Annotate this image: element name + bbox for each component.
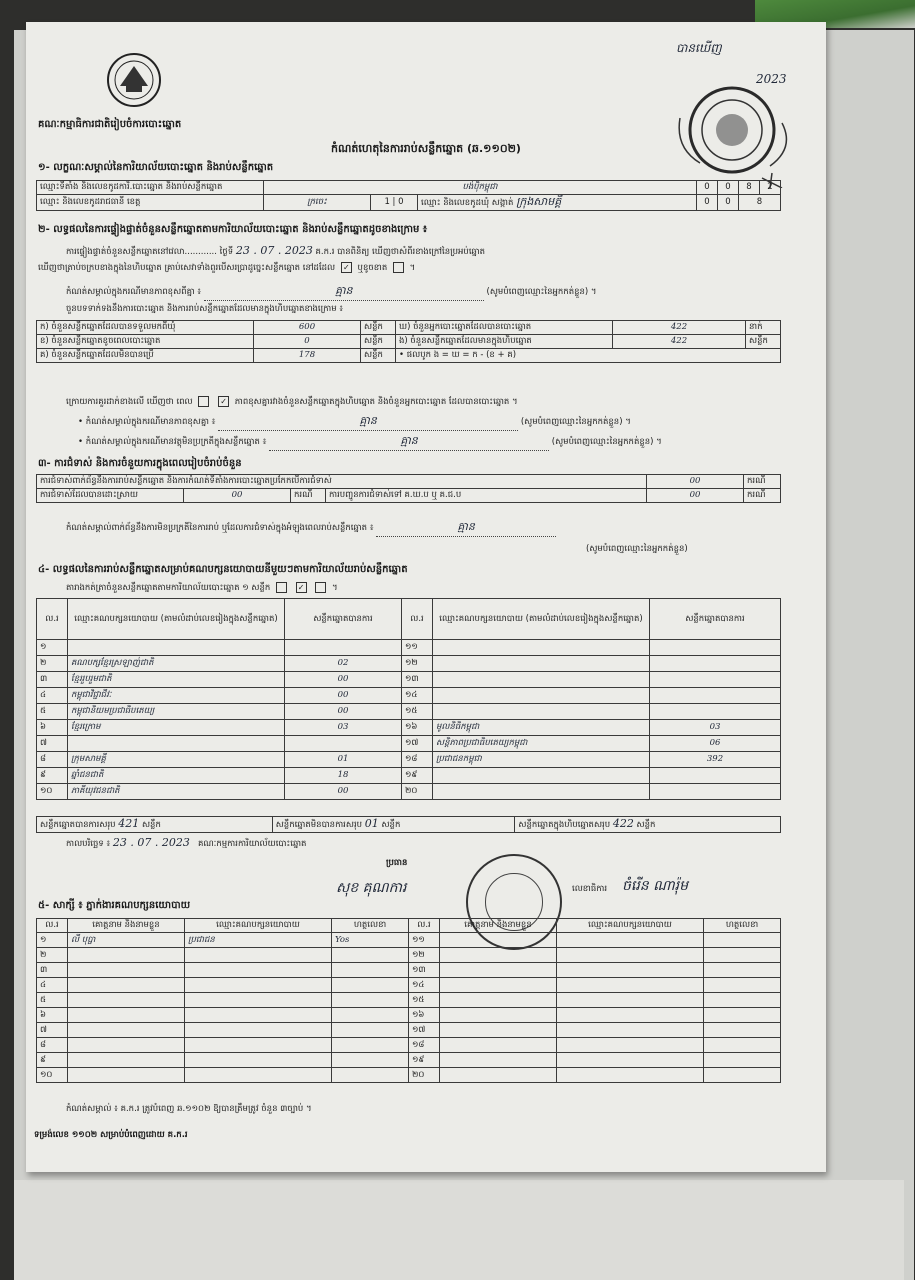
count-value: 600 xyxy=(254,321,361,335)
table-row xyxy=(37,321,781,335)
province-value: ក្រចេះ xyxy=(264,195,371,211)
party-votes: 02 xyxy=(285,656,402,672)
table-row xyxy=(37,1008,781,1023)
party-name xyxy=(433,640,650,656)
col-sign-header: ហត្ថលេខា xyxy=(332,919,409,933)
invalid-cell: សន្លឹកឆ្នោតមិនបានការសរុប 01 សន្លឹក xyxy=(272,817,515,833)
bullet1-value: គ្មាន xyxy=(218,414,518,431)
objection-value: 00 xyxy=(647,475,744,489)
party-name xyxy=(433,704,650,720)
objection-value: 00 xyxy=(184,489,291,503)
objection-table xyxy=(36,474,781,503)
col-party-header: ឈ្មោះគណបក្សនយោបាយ (តាមលំដាប់លេខរៀងក្នុងសន្លឹកឆ្នោត) xyxy=(433,599,650,640)
station-digit: 8 xyxy=(739,181,760,195)
party-votes: 01 xyxy=(285,752,402,768)
witness-party xyxy=(185,948,332,963)
party-no: ៩ xyxy=(37,768,68,784)
witness-name xyxy=(68,1068,185,1083)
table-row xyxy=(37,475,781,489)
commune-digit: 8 xyxy=(739,195,781,211)
col-party-header: ឈ្មោះគណបក្សនយោបាយ xyxy=(557,919,704,933)
witness-party xyxy=(557,1008,704,1023)
table-row xyxy=(37,1068,781,1083)
witness-signature xyxy=(704,1008,781,1023)
witness-no: ១៩ xyxy=(409,1053,440,1068)
witness-signature xyxy=(332,1038,409,1053)
party-no: ១ xyxy=(37,640,68,656)
party-no: ៣ xyxy=(37,672,68,688)
party-no: ១០ xyxy=(37,784,68,800)
date-line: កាលបរិច្ឆេទ ៖ 23 . 07 . 2023 គណៈកម្មការការិយាល័យបោះឆ្នោត xyxy=(66,836,307,849)
total-valid-value: 421 xyxy=(118,817,140,830)
party-votes xyxy=(285,736,402,752)
witness-party xyxy=(557,1053,704,1068)
party-no: ១៥ xyxy=(402,704,433,720)
witness-party xyxy=(557,1023,704,1038)
bullet1-line: • កំណត់សម្គាល់ក្នុងករណីមានភាពខុសគ្នា ៖ គ្មាន (សូមបំពេញឈ្មោះនៃអ្នកកត់ខ្លួន) ។ xyxy=(78,414,631,431)
party-no: ៨ xyxy=(37,752,68,768)
province-code: 1 | 0 xyxy=(371,195,418,211)
party-name: ភាគីយុវជនជាតិ xyxy=(68,784,285,800)
seal-check-line: ឃើញថាត្រាប់ចក្របខាងក្នុងនៃហិបឆ្នោត គ្រាប់សេវាទាំងពួរបើសរប្រាដូច្នេះសន្លឹកឆ្នោត នៅដដែល ✓ ឬខូចខាត ។ xyxy=(38,263,416,273)
witness-signature: Yos xyxy=(332,933,409,948)
party-no: ២ xyxy=(37,656,68,672)
party-no: ៦ xyxy=(37,720,68,736)
col-no-header: ល.រ xyxy=(37,919,68,933)
table-row xyxy=(37,752,781,768)
form-number-note: ទម្រង់លេខ ១១០២ សម្រាប់បំពេញដោយ គ.ក.រ xyxy=(34,1130,188,1140)
witness-no: ១៤ xyxy=(409,978,440,993)
party-name xyxy=(433,784,650,800)
station-label: ឈ្មោះទីតាំង និងលេខកូដការិ.បោះឆ្នោត និងរាប់សន្លឹកឆ្នោត xyxy=(37,181,264,195)
witness-no: ១៨ xyxy=(409,1038,440,1053)
witness-name xyxy=(440,1008,557,1023)
witness-signature xyxy=(332,993,409,1008)
formula-label: • ផលបូក ង = ឃ = ក - (ខ + គ) xyxy=(396,349,781,363)
table-row xyxy=(37,349,781,363)
witness-name xyxy=(440,963,557,978)
table-row xyxy=(37,817,781,833)
witness-no: ២០ xyxy=(409,1068,440,1083)
witness-name xyxy=(440,1068,557,1083)
witness-name xyxy=(68,1008,185,1023)
objection-label: ការបញ្ជូនការជំទាស់ទៅ គ.ឃ.ប ឬ គ.ជ.ប xyxy=(326,489,647,503)
witness-party xyxy=(557,963,704,978)
party-votes: 03 xyxy=(285,720,402,736)
section1-heading: ១- លក្ខណៈសម្គាល់នៃការិយាល័យបោះឆ្នោត និងរាប់សន្លឹកឆ្នោត xyxy=(38,162,274,173)
witness-name xyxy=(440,978,557,993)
total-in-box-value: 422 xyxy=(612,817,634,830)
table-row xyxy=(37,784,781,800)
witness-party xyxy=(185,1008,332,1023)
witness-party: ប្រជាជន xyxy=(185,933,332,948)
witness-name xyxy=(68,1038,185,1053)
col-name-header: គោត្តនាម និងនាមខ្លួន xyxy=(440,919,557,933)
party-votes xyxy=(650,672,781,688)
objection-unit: ករណី xyxy=(744,475,781,489)
witness-party xyxy=(557,993,704,1008)
party-name: ខ្មែររួបរួមជាតិ xyxy=(68,672,285,688)
witness-party xyxy=(185,1053,332,1068)
witness-signature xyxy=(704,1023,781,1038)
witness-signature xyxy=(704,978,781,993)
party-votes: 06 xyxy=(650,736,781,752)
party-name xyxy=(433,688,650,704)
witness-signature xyxy=(704,933,781,948)
commune-cell xyxy=(418,195,697,211)
party-name: មូលនិធិកម្ពុជា xyxy=(433,720,650,736)
col-party-header: ឈ្មោះគណបក្សនយោបាយ (តាមលំដាប់លេខរៀងក្នុងសន្លឹកឆ្នោត) xyxy=(68,599,285,640)
table-row xyxy=(37,640,781,656)
section4-heading: ៤- លទ្ធផលនៃការរាប់សន្លឹកឆ្នោតសម្រាប់គណបក្សនយោបាយនីមួយៗតាមការិយាល័យរាប់សន្លឹកឆ្នោត xyxy=(38,564,408,575)
witness-signature xyxy=(332,1068,409,1083)
party-no: ១៨ xyxy=(402,752,433,768)
party-name xyxy=(433,768,650,784)
witness-name xyxy=(68,948,185,963)
col-party-header: ឈ្មោះគណបក្សនយោបាយ xyxy=(185,919,332,933)
party-votes: 392 xyxy=(650,752,781,768)
section3-sign-note: (សូមបំពេញឈ្មោះនៃអ្នកកត់ខ្លួន) xyxy=(586,544,688,554)
witness-name xyxy=(440,933,557,948)
witness-no: ១២ xyxy=(409,948,440,963)
party-name: ក្រុមសាមគ្គី xyxy=(68,752,285,768)
party-votes xyxy=(650,784,781,800)
party-no: ១២ xyxy=(402,656,433,672)
witness-no: ១ xyxy=(37,933,68,948)
party-votes xyxy=(285,640,402,656)
witness-no: ១៧ xyxy=(409,1023,440,1038)
witness-signature xyxy=(704,948,781,963)
party-votes xyxy=(650,656,781,672)
section1-table xyxy=(36,180,781,211)
witness-name: លី បុប្ផា xyxy=(68,933,185,948)
ballot-count-table xyxy=(36,320,781,363)
party-votes: 03 xyxy=(650,720,781,736)
party-name: ឆ្នាំជនជាតិ xyxy=(68,768,285,784)
sheet-count-checkbox: ✓ xyxy=(296,582,307,593)
witness-name xyxy=(68,978,185,993)
col-votes-header: សន្លឹកឆ្នោតបានការ xyxy=(285,599,402,640)
col-no-header: ល.រ xyxy=(409,919,440,933)
witness-no: ៦ xyxy=(37,1008,68,1023)
witness-party xyxy=(557,933,704,948)
witness-no: ៤ xyxy=(37,978,68,993)
section4-sub: តារាងកត់ត្រាចំនួនសន្លឹកឆ្នោតតាមការិយាល័យបោះឆ្នោត ១ សន្លឹក ✓ ។ xyxy=(66,583,338,593)
bullet2-value: គ្មាន xyxy=(269,434,549,451)
witness-signature xyxy=(332,948,409,963)
witness-no: ៣ xyxy=(37,963,68,978)
station-digit: 0 xyxy=(718,181,739,195)
total-valid-cell: សន្លឹកឆ្នោតបានការសរុប 421 សន្លឹក xyxy=(37,817,273,833)
table-row xyxy=(37,335,781,349)
sheet-count-checkbox xyxy=(315,582,326,593)
witness-signature xyxy=(704,1053,781,1068)
objection-value: 00 xyxy=(647,489,744,503)
province-label: ឈ្មោះ និងលេខកូដរាជធានី ខេត្ត xyxy=(37,195,264,211)
witness-party xyxy=(185,1038,332,1053)
invalid-value: 01 xyxy=(364,817,379,830)
count-label: គ) ចំនួនសន្លឹកឆ្នោតដែលមិនបានប្រើ xyxy=(37,349,254,363)
witness-no: ២ xyxy=(37,948,68,963)
party-no: ២០ xyxy=(402,784,433,800)
witness-no: ៨ xyxy=(37,1038,68,1053)
party-no: ១៧ xyxy=(402,736,433,752)
table-row xyxy=(37,704,781,720)
witness-signature xyxy=(332,963,409,978)
witness-party xyxy=(185,963,332,978)
table-row xyxy=(37,489,781,503)
party-votes xyxy=(650,640,781,656)
table-row xyxy=(37,948,781,963)
witness-no: ១០ xyxy=(37,1068,68,1083)
party-name xyxy=(68,736,285,752)
president-label: ប្រធាន xyxy=(386,858,408,868)
objection-unit: ករណី xyxy=(744,489,781,503)
form-sheet xyxy=(26,22,826,1172)
count-label: ង) ចំនួនសន្លឹកឆ្នោតដែលមានក្នុងហិបឆ្នោត xyxy=(396,335,613,349)
party-votes: 00 xyxy=(285,672,402,688)
totals-table xyxy=(36,816,781,833)
witness-no: ៥ xyxy=(37,993,68,1008)
table-row xyxy=(37,963,781,978)
intact-checkbox: ✓ xyxy=(341,262,352,273)
party-no: ១៩ xyxy=(402,768,433,784)
party-votes: 00 xyxy=(285,784,402,800)
count-unit: សន្លឹក xyxy=(361,321,396,335)
objection-label: ការជំទាស់ដែលបានដោះស្រាយ xyxy=(37,489,184,503)
signing-date: 23 . 07 . 2023 xyxy=(112,836,190,849)
count-label: ខ) ចំនួនសន្លឹកឆ្នោតខូចពេលបោះឆ្នោត xyxy=(37,335,254,349)
count-unit: នាក់ xyxy=(746,321,781,335)
table-row xyxy=(37,978,781,993)
witness-no: ១៥ xyxy=(409,993,440,1008)
background-paper-edge xyxy=(14,1180,904,1280)
commune-value: ក្រុងសាមគ្គី xyxy=(516,195,562,208)
discrepancy-line: ក្រោយការគួរដាក់ខាងលើ ឃើញថា ពេល ✓ ភាពខុសគ្នារវាងចំនួនសន្លឹកឆ្នោតក្នុងហិបឆ្នោត និងចំនួនអ្នកបោះឆ្នោត ដែលបានបោះឆ្នោត ។ xyxy=(66,397,518,407)
section2-heading: ២- លទ្ធផលនៃការផ្ទៀងផ្ទាត់ចំនួនសន្លឹកឆ្នោតតាមការិយាល័យបោះឆ្នោត និងរាប់សន្លឹកឆ្នោតដូចខាងក្រោម ៖ xyxy=(38,224,428,235)
party-name: កម្ពុជាវិជ្ជាជីវៈ xyxy=(68,688,285,704)
party-name xyxy=(433,656,650,672)
commune-digit: 0 xyxy=(697,195,718,211)
stamp-year: 2023 xyxy=(756,72,787,86)
sheet-count-checkbox xyxy=(276,582,287,593)
none-checkbox xyxy=(198,396,209,407)
party-name: កម្ពុជានិយមប្រជាធិបតេយ្យ xyxy=(68,704,285,720)
witness-party xyxy=(557,1038,704,1053)
form-title: កំណត់ហេតុនៃការរាប់សន្លឹកឆ្នោត (ឆ.១១០២) xyxy=(331,142,521,155)
witness-no: ១៦ xyxy=(409,1008,440,1023)
col-no-header: ល.រ xyxy=(402,599,433,640)
count-intro: ចួនបទទាក់ទងនឹងការបោះឆ្នោត និងការរាប់សន្លឹកឆ្នោតដែលមានក្នុងហិបឆ្នោតខាងក្រោម ៖ xyxy=(66,304,344,314)
witness-name xyxy=(440,948,557,963)
witness-no: ១៣ xyxy=(409,963,440,978)
witness-party xyxy=(557,978,704,993)
witness-party xyxy=(557,1068,704,1083)
section5-heading: ៥- សាក្សី ៖ ភ្នាក់ងារគណបក្សនយោបាយ xyxy=(38,900,191,911)
count-value: 422 xyxy=(613,335,746,349)
commune-digit: 0 xyxy=(718,195,739,211)
table-row xyxy=(37,1053,781,1068)
party-votes: 18 xyxy=(285,768,402,784)
witness-signature xyxy=(332,1053,409,1068)
objection-label: ការជំទាស់ពាក់ព័ន្ធនឹងការរាប់សន្លឹកឆ្នោត និងការកំណត់ទីតាំងការបោះឆ្នោតប្រកែកបើការជំទាស់ xyxy=(37,475,647,489)
verification-date: 23 . 07 . 2023 xyxy=(235,244,313,257)
station-digit: 0 xyxy=(697,181,718,195)
problem-value: គ្មាន xyxy=(204,284,484,301)
table-row xyxy=(37,1038,781,1053)
witness-party xyxy=(185,978,332,993)
station-value: បង់ប៉ិកម្ពុជា xyxy=(264,181,697,195)
count-unit: សន្លឹក xyxy=(746,335,781,349)
witness-no: ៧ xyxy=(37,1023,68,1038)
witness-header-row xyxy=(37,919,781,933)
table-row xyxy=(37,1023,781,1038)
witness-name xyxy=(68,963,185,978)
total-in-box-cell: សន្លឹកឆ្នោតក្នុងហិបឆ្នោតសរុប 422 សន្លឹក xyxy=(515,817,781,833)
results-table xyxy=(36,598,781,800)
witness-name xyxy=(440,993,557,1008)
objection-unit: ករណី xyxy=(291,489,326,503)
table-row xyxy=(37,993,781,1008)
organization-name: គណៈកម្មាធិការជាតិរៀបចំការបោះឆ្នោត xyxy=(38,119,182,130)
witness-signature xyxy=(704,963,781,978)
witness-signature xyxy=(704,1068,781,1083)
col-votes-header: សន្លឹកឆ្នោតបានការ xyxy=(650,599,781,640)
table-row xyxy=(37,768,781,784)
president-signature: សុខ គុណការ xyxy=(336,880,407,896)
secretary-signature: ចំរើន ណារ៉ុម xyxy=(622,878,688,894)
count-label: ក) ចំនួនសន្លឹកឆ្នោតដែលបានទទួលមកពីឃុំ xyxy=(37,321,254,335)
damaged-checkbox xyxy=(393,262,404,273)
col-name-header: គោត្តនាម និងនាមខ្លួន xyxy=(68,919,185,933)
witness-name xyxy=(68,1023,185,1038)
party-no: ១១ xyxy=(402,640,433,656)
party-votes: 00 xyxy=(285,704,402,720)
witness-no: ១១ xyxy=(409,933,440,948)
party-no: ៧ xyxy=(37,736,68,752)
col-sign-header: ហត្ថលេខា xyxy=(704,919,781,933)
party-votes xyxy=(650,688,781,704)
witness-signature xyxy=(332,1023,409,1038)
witness-no: ៩ xyxy=(37,1053,68,1068)
party-votes xyxy=(650,704,781,720)
party-name: គណបក្សខ្មែរស្រឡាញ់ជាតិ xyxy=(68,656,285,672)
problem-line: កំណត់សម្គាល់ក្នុងករណីមានភាពខុសពីគ្នា ៖ គ្មាន (សូមបំពេញឈ្មោះនៃអ្នកកត់ខ្លួន) ។ xyxy=(66,284,597,301)
footer-note: កំណត់សម្គាល់ ៖ គ.ក.រ ត្រូវបំពេញ ឆ.១១០២ ឱ្យបានត្រឹមត្រូវ ចំនួន ៣ច្បាប់ ។ xyxy=(66,1104,312,1114)
party-name: ប្រជាជនកម្ពុជា xyxy=(433,752,650,768)
section3-note-line: កំណត់សម្គាល់ពាក់ព័ន្ធនឹងការមិនប្រក្រតីនៃការរាប់ ឬដែលការជំទាស់ក្នុងអំឡុងពេលរាប់សន្លឹកឆ្នោត ៖ គ្មាន xyxy=(66,520,556,537)
witness-party xyxy=(557,948,704,963)
count-unit: សន្លឹក xyxy=(361,335,396,349)
party-no: ១៤ xyxy=(402,688,433,704)
section3-note-value: គ្មាន xyxy=(376,520,556,537)
table-row xyxy=(37,672,781,688)
count-label: ឃ) ចំនួនអ្នកបោះឆ្នោតដែលបានបោះឆ្នោត xyxy=(396,321,613,335)
party-name: ខ្មែរក្រោម xyxy=(68,720,285,736)
witness-signature xyxy=(704,993,781,1008)
witness-party xyxy=(185,1023,332,1038)
official-stamp-icon xyxy=(670,38,800,188)
witness-name xyxy=(440,1053,557,1068)
witness-signature xyxy=(332,1008,409,1023)
table-row xyxy=(37,656,781,672)
party-name xyxy=(68,640,285,656)
station-digit: 2 xyxy=(760,181,781,195)
secretary-label: លេខាធិការ xyxy=(572,884,608,894)
nec-logo-icon xyxy=(106,52,162,108)
commune-label: ឈ្មោះ និងលេខកូដឃុំ សង្កាត់ xyxy=(421,198,514,208)
has-checkbox: ✓ xyxy=(218,396,229,407)
witness-name xyxy=(440,1023,557,1038)
stamp-seen-label: បានឃើញ xyxy=(676,41,722,55)
witness-party xyxy=(185,1068,332,1083)
party-name: សន្តិភាពប្រជាធិបតេយ្យកម្ពុជា xyxy=(433,736,650,752)
party-name xyxy=(433,672,650,688)
witness-name xyxy=(440,1038,557,1053)
bullet2-line: • កំណត់សម្គាល់ក្នុងករណីមានវត្ថុមិនប្រក្រតីក្នុងសន្លឹកឆ្នោត ៖ គ្មាន (សូមបំពេញឈ្មោះនៃអ្នកកត់ខ្លួន) ។ xyxy=(78,434,662,451)
table-row xyxy=(37,720,781,736)
witness-name xyxy=(68,1053,185,1068)
party-no: ១៦ xyxy=(402,720,433,736)
count-value: 178 xyxy=(254,349,361,363)
table-row xyxy=(37,688,781,704)
party-no: ៥ xyxy=(37,704,68,720)
witness-signature xyxy=(704,1038,781,1053)
count-value: 422 xyxy=(613,321,746,335)
col-no-header: ល.រ xyxy=(37,599,68,640)
witness-table xyxy=(36,918,781,1083)
results-header-row xyxy=(37,599,781,640)
verification-line: ការផ្ទៀងផ្ទាត់ចំនួនសន្លឹកឆ្នោតនៅវេលា............ ថ្ងៃទី 23 . 07 . 2023 គ.ក.រ បានពិនិត្យ ឃើញថាសំពីរខាងក្រៅនៃប្រអប់ឆ្នោត xyxy=(66,244,486,257)
party-votes: 00 xyxy=(285,688,402,704)
table-row xyxy=(37,933,781,948)
table-row xyxy=(37,736,781,752)
party-no: ៤ xyxy=(37,688,68,704)
count-unit: សន្លឹក xyxy=(361,349,396,363)
witness-party xyxy=(185,993,332,1008)
witness-signature xyxy=(332,978,409,993)
section3-heading: ៣- ការជំទាស់ និងការចំនួយការក្នុងពេលរៀបចំរាប់ចំនួន xyxy=(38,458,242,469)
party-votes xyxy=(650,768,781,784)
party-no: ១៣ xyxy=(402,672,433,688)
count-value: 0 xyxy=(254,335,361,349)
witness-name xyxy=(68,993,185,1008)
